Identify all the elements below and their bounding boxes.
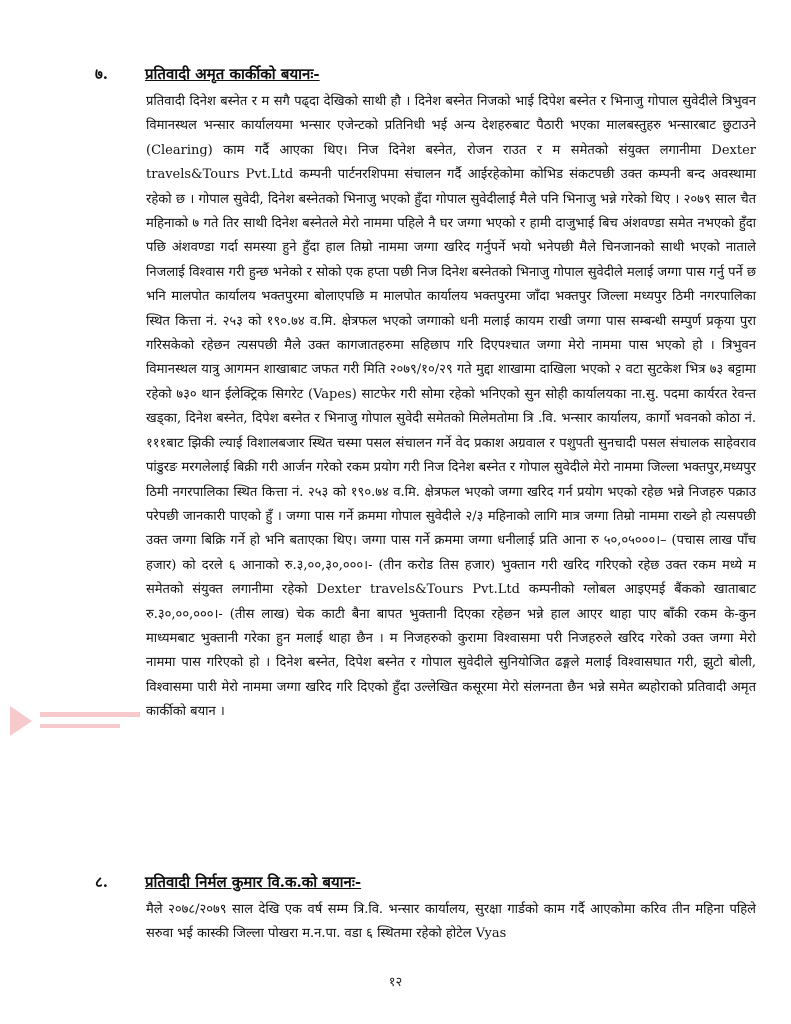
section-heading-7	[95, 64, 320, 84]
section-heading-8	[95, 872, 361, 892]
watermark-logo	[2, 698, 152, 744]
watermark-icon	[2, 698, 152, 744]
watermark-bar	[40, 712, 140, 717]
play-triangle-icon	[10, 706, 32, 736]
page-number: १२	[388, 975, 403, 990]
section-body-7: प्रतिवादी दिनेश बस्नेत र म सगै पढ्दा देखिको साथी हौ । दिनेश बस्नेत निजको भाई दिपेश बस्नेत र भिनाजु गोपाल सुवेदीले त्रिभुवन विमानस्थल भन्सार कार्यालयमा भन्सार एजेन्टको प्रतिनिधी भई अन्य देशहरुबाट पैठारी भएका मालबस्तुहरु भन्सारबाट छुटाउने (Clearing) काम गर्दै आएका थिए। निज दिनेश बस्नेत, रोजन राउत र म समेतको संयुक्त लगानीमा Dexter travels&Tours Pvt.Ltd कम्पनी पार्टनरशिपमा संचालन गर्दै आईरहेकोमा कोभिड संकटपछी उक्त कम्पनी बन्द अवस्थामा रहेको छ । गोपाल सुवेदी, दिनेश बस्नेतको भिनाजु भएको हुँदा गोपाल सुवेदीलाई मैले पनि भिनाजु भन्ने गरेको थिए । २०७९ साल चैत महिनाको ७ गते तिर साथी दिनेश बस्नेतले मेरो नाममा पहिले नै घर जग्गा भएको र हामी दाजुभाई बिच अंशवण्डा समेत नभएको हुँदा पछि अंशवण्डा गर्दा समस्या हुने हुँदा हाल तिम्रो नाममा जग्गा खरिद गर्नुपर्ने भयो भनेपछी मैले चिनजानको साथी भएको नाताले निजलाई विश्वास गरी हुन्छ भनेको र सोको एक हप्ता पछी निज दिनेश बस्नेतको भिनाजु गोपाल सुवेदीले मलाई जग्गा पास गर्नु पर्ने छ भनि मालपोत कार्यालय भक्तपुरमा बोलाएपछि म मालपोत कार्यालय भक्तपुरमा जाँदा भक्तपुर जिल्ला मध्यपुर ठिमी नगरपालिका स्थित कित्ता नं. २५३ को १९०.७४ व.मि. क्षेत्रफल भएको जग्गाको धनी मलाई कायम राखी जग्गा पास सम्बन्धी सम्पुर्ण प्रकृया पुरा गरिसकेको रहेछन त्यसपछी मैले उक्त कागजातहरुमा सहिछाप गरि दिएपश्चात जग्गा मेरो नाममा पास भएको हो । त्रिभुवन विमानस्थल यात्रु आगमन शाखाबाट जफत गरी मिति २०७९/१०/२९ गते मुद्दा शाखामा दाखिला भएको २ वटा सुटकेश भित्र ७३ बट्टामा रहेको ७३० थान ईलेक्ट्रिक सिगरेट (Vapes) साटफेर गरी सोमा रहेको भनिएको सुन सोही कार्यालयका ना.सु. पदमा कार्यरत रेवन्त खड्का, दिनेश बस्नेत, दिपेश बस्नेत र भिनाजु गोपाल सुवेदी समेतको मिलेमतोमा त्रि .वि. भन्सार कार्यालय, कार्गो भवनको कोठा नं. १११बाट झिकी ल्याई विशालबजार स्थित चस्मा पसल संचालन गर्ने वेद प्रकाश अग्रवाल र पशुपती सुनचादी पसल संचालक साहेवराव पांडुरङ मरगलेलाई बिक्री गरी आर्जन गरेको रकम प्रयोग गरी निज दिनेश बस्नेत र गोपाल सुवेदीले मेरो नाममा जिल्ला भक्तपुर,मध्यपुर ठिमी नगरपालिका स्थित कित्ता नं. २५३ को १९०.७४ व.मि. क्षेत्रफल भएको जग्गा खरिद गर्न प्रयोग भएको रहेछ भन्ने निजहरु पक्राउ परेपछी जानकारी पाएको हुँ । जग्गा पास गर्ने क्रममा गोपाल सुवेदीले २/३ महिनाको लागि मात्र जग्गा तिम्रो नाममा राख्ने हो त्यसपछी उक्त जग्गा बिक्रि गर्ने हो भनि बताएका थिए। जग्गा पास गर्ने क्रममा जग्गा धनीलाई प्रति आना रु ५०,०५०००।– (पचास लाख पाँच हजार) को दरले ६ आनाको रु.३,००,३०,०००।- (तीन करोड तिस हजार) भुक्तान गरी खरिद गरिएको रहेछ उक्त रकम मध्ये म समेतको संयुक्त लगानीमा रहेको Dexter travels&Tours Pvt.Ltd कम्पनीको ग्लोबल आइएमई बैंकको खाताबाट रु.३०,००,०००।- (तीस लाख) चेक काटी बैना बापत भुक्तानी दिएका रहेछन भन्ने हाल आएर थाहा पाए बाँकी रकम के-कुन माध्यमबाट भुक्तानी गरेका हुन मलाई थाहा छैन । म निजहरुको कुरामा विश्वासमा परी निजहरुले खरिद गरेको उक्त जग्गा मेरो नाममा पास गरिएको हो । दिनेश बस्नेत, दिपेश बस्नेत र गोपाल सुवेदीले सुनियोजित ढङ्गले मलाई विश्वासघात गरी, झुटो बोली, विश्वासमा पारी मेरो नाममा जग्गा खरिद गरि दिएको हुँदा उल्लेखित कसूरमा मेरो संलग्नता छैन भन्ने समेत ब्यहोराको प्रतिवादी अमृत कार्कीको बयान ।	[146, 94, 756, 720]
section-title: प्रतिवादी अमृत कार्कीको बयानः-	[145, 65, 320, 83]
section-body-8: मैले २०७८/२०७९ साल देखि एक वर्ष सम्म त्रि.वि. भन्सार कार्यालय, सुरक्षा गार्डको काम गर्दै आएकोमा करिव तीन महिना पहिले सरुवा भई कास्की जिल्ला पोखरा म.न.पा. वडा ६ स्थितमा रहेको होटेल Vyas	[146, 902, 756, 942]
section-title: प्रतिवादी निर्मल कुमार वि.क.को बयानः-	[145, 873, 362, 891]
watermark-bar	[40, 724, 120, 728]
section-number: ७.	[95, 65, 109, 83]
section-number: ८.	[95, 873, 109, 891]
